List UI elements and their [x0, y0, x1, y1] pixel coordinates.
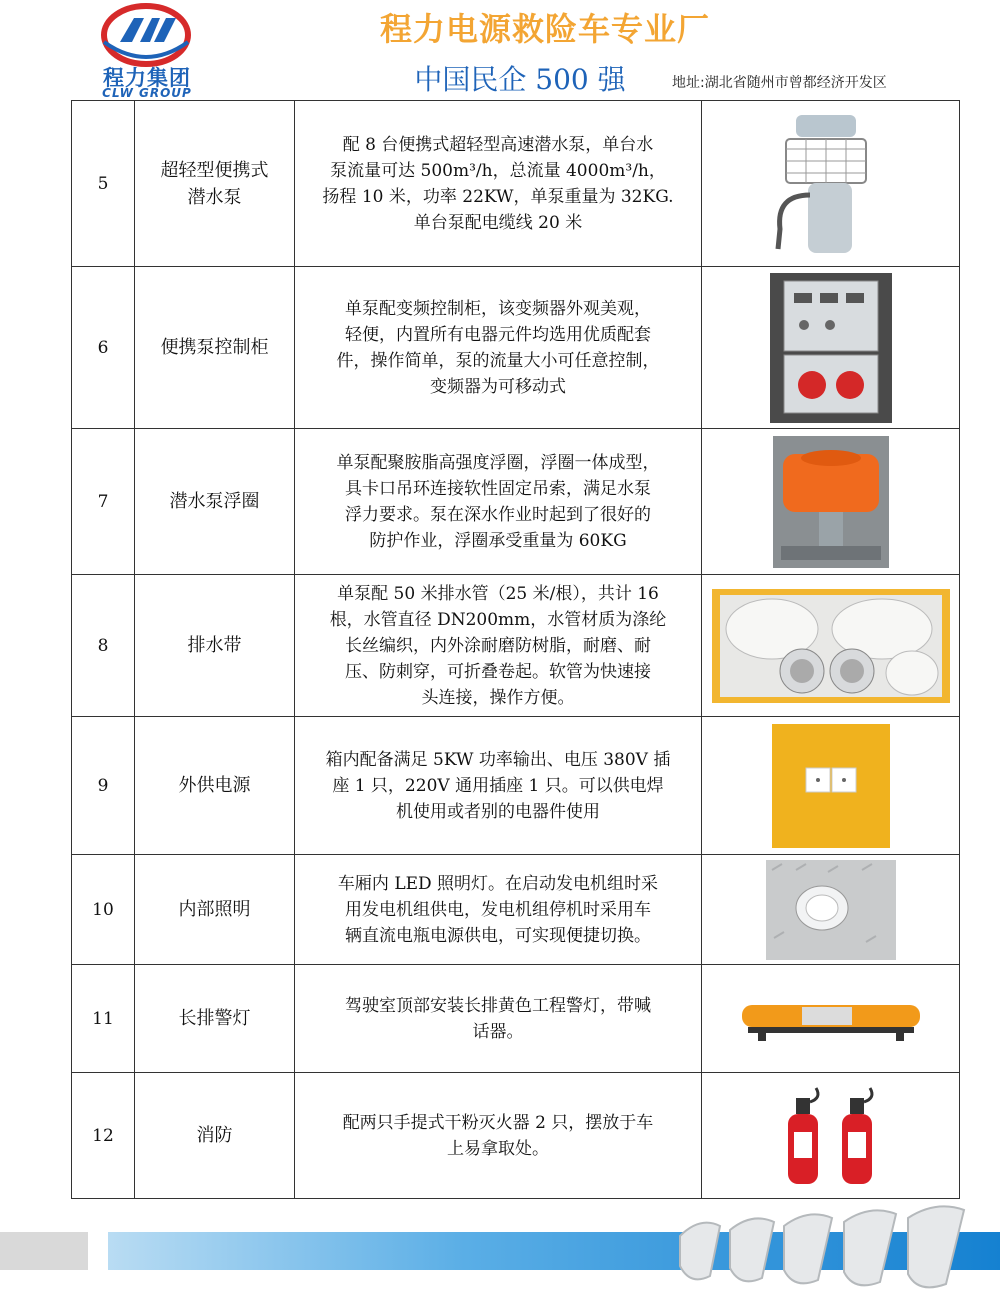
item-description — [295, 965, 702, 1073]
logo-chinese-text: 程力集团 — [103, 66, 191, 90]
desc-line: 单泵配聚胺脂高强度浮圈，浮圈一体成型， — [336, 452, 660, 473]
warning-lightbar-photo — [738, 995, 924, 1043]
drain-hose-photo — [712, 589, 950, 703]
company-address: 地址:湖北省随州市曾都经济开发区 — [672, 75, 887, 91]
item-name-line: 消防 — [196, 1125, 233, 1146]
item-name-line: 排水带 — [187, 635, 242, 656]
desc-line: 箱内配备满足 5KW 功率输出、电压 380V 插 — [325, 749, 671, 770]
item-description — [295, 855, 702, 965]
logo-english-text: CLW GROUP — [102, 86, 192, 100]
item-name — [135, 575, 295, 717]
footer-decoration-icon — [670, 1196, 1000, 1296]
desc-line: 单泵配变频控制柜，该变频器外观美观， — [345, 298, 651, 319]
item-image-cell — [702, 717, 960, 855]
desc-line: 件，操作简单，泵的流量大小可任意控制， — [336, 350, 660, 371]
item-name — [135, 965, 295, 1073]
desc-line: 防护作业，浮圈承受重量为 60KG — [369, 530, 627, 551]
equipment-spec-table — [71, 100, 960, 1199]
desc-line: 变频器为可移动式 — [430, 376, 566, 397]
page-title: 程力电源救险车专业厂 — [379, 10, 710, 48]
power-outlet-photo — [772, 724, 890, 848]
item-name-line: 潜水泵浮圈 — [169, 491, 260, 512]
item-image-cell — [702, 267, 960, 429]
table-row — [72, 101, 960, 267]
desc-line: 头连接，操作方便。 — [421, 687, 575, 708]
desc-line: 泵流量可达 500m³/h，总流量 4000m³/h， — [330, 160, 666, 181]
submersible-pump-photo — [766, 109, 896, 259]
desc-line: 长丝编织，内外涂耐磨防树脂，耐磨、耐 — [345, 635, 651, 656]
row-number: 11 — [72, 965, 135, 1073]
clw-logo-icon — [100, 2, 192, 68]
desc-line: 配两只手提式干粉灭火器 2 只，摆放于车 — [342, 1112, 654, 1133]
control-cabinet-photo — [770, 273, 892, 423]
row-number: 8 — [72, 575, 135, 717]
row-number: 12 — [72, 1073, 135, 1199]
item-name — [135, 855, 295, 965]
item-name-line: 外供电源 — [178, 775, 251, 796]
item-name-line: 潜水泵 — [187, 186, 242, 208]
item-description — [295, 717, 702, 855]
desc-line: 浮力要求。泵在深水作业时起到了很好的 — [345, 504, 651, 525]
table-row — [72, 717, 960, 855]
item-image-cell — [702, 101, 960, 267]
desc-line: 单泵配 50 米排水管（25 米/根），共计 16 — [337, 583, 659, 604]
item-name — [135, 101, 295, 267]
desc-line: 上易拿取处。 — [447, 1138, 549, 1159]
row-number: 10 — [72, 855, 135, 965]
desc-line: 压、防刺穿，可折叠卷起。软管为快速接 — [345, 661, 651, 682]
item-description — [295, 575, 702, 717]
item-description — [295, 101, 702, 267]
table-row — [72, 855, 960, 965]
table-row — [72, 429, 960, 575]
row-number: 7 — [72, 429, 135, 575]
item-description — [295, 1073, 702, 1199]
item-name-line: 便携泵控制柜 — [160, 337, 269, 358]
item-image-cell — [702, 429, 960, 575]
page-subtitle: 中国民企 500 强 — [414, 63, 626, 96]
pump-float-photo — [773, 436, 889, 568]
desc-line: 座 1 只，220V 通用插座 1 只。可以供电焊 — [332, 775, 664, 796]
desc-line: 扬程 10 米，功率 22KW，单泵重量为 32KG. — [322, 186, 674, 207]
desc-line: 机使用或者别的电器件使用 — [396, 801, 600, 822]
item-image-cell — [702, 1073, 960, 1199]
row-number: 6 — [72, 267, 135, 429]
desc-line: 车厢内 LED 照明灯。在启动发电机组时采 — [337, 873, 659, 894]
footer-grey-block — [0, 1232, 88, 1270]
desc-line: 根，水管直径 DN200mm，水管材质为涤纶 — [329, 609, 667, 630]
item-description — [295, 429, 702, 575]
item-name — [135, 1073, 295, 1199]
row-number: 5 — [72, 101, 135, 267]
desc-line: 轻便，内置所有电器元件均选用优质配套 — [345, 324, 651, 345]
fire-extinguisher-photo — [776, 1084, 886, 1188]
table-row — [72, 1073, 960, 1199]
desc-line: 单台泵配电缆线 20 米 — [413, 212, 583, 233]
led-light-photo — [766, 860, 896, 960]
table-row — [72, 575, 960, 717]
table-row — [72, 267, 960, 429]
desc-line: 辆直流电瓶电源供电，可实现便捷切换。 — [345, 925, 651, 946]
item-description — [295, 267, 702, 429]
item-name-line: 内部照明 — [178, 899, 251, 920]
desc-line: 配 8 台便携式超轻型高速潜水泵，单台水 — [342, 134, 654, 155]
desc-line: 驾驶室顶部安装长排黄色工程警灯，带喊 — [345, 995, 651, 1016]
item-name-line: 长排警灯 — [178, 1008, 251, 1029]
item-name — [135, 717, 295, 855]
item-name-line: 超轻型便携式 — [160, 159, 269, 181]
desc-line: 具卡口吊环连接软性固定吊索，满足水泵 — [345, 478, 651, 499]
desc-line: 用发电机组供电，发电机组停机时采用车 — [345, 899, 651, 920]
item-image-cell — [702, 965, 960, 1073]
item-name — [135, 429, 295, 575]
row-number: 9 — [72, 717, 135, 855]
item-image-cell — [702, 575, 960, 717]
item-name — [135, 267, 295, 429]
item-image-cell — [702, 855, 960, 965]
desc-line: 话器。 — [472, 1021, 524, 1042]
table-row — [72, 965, 960, 1073]
